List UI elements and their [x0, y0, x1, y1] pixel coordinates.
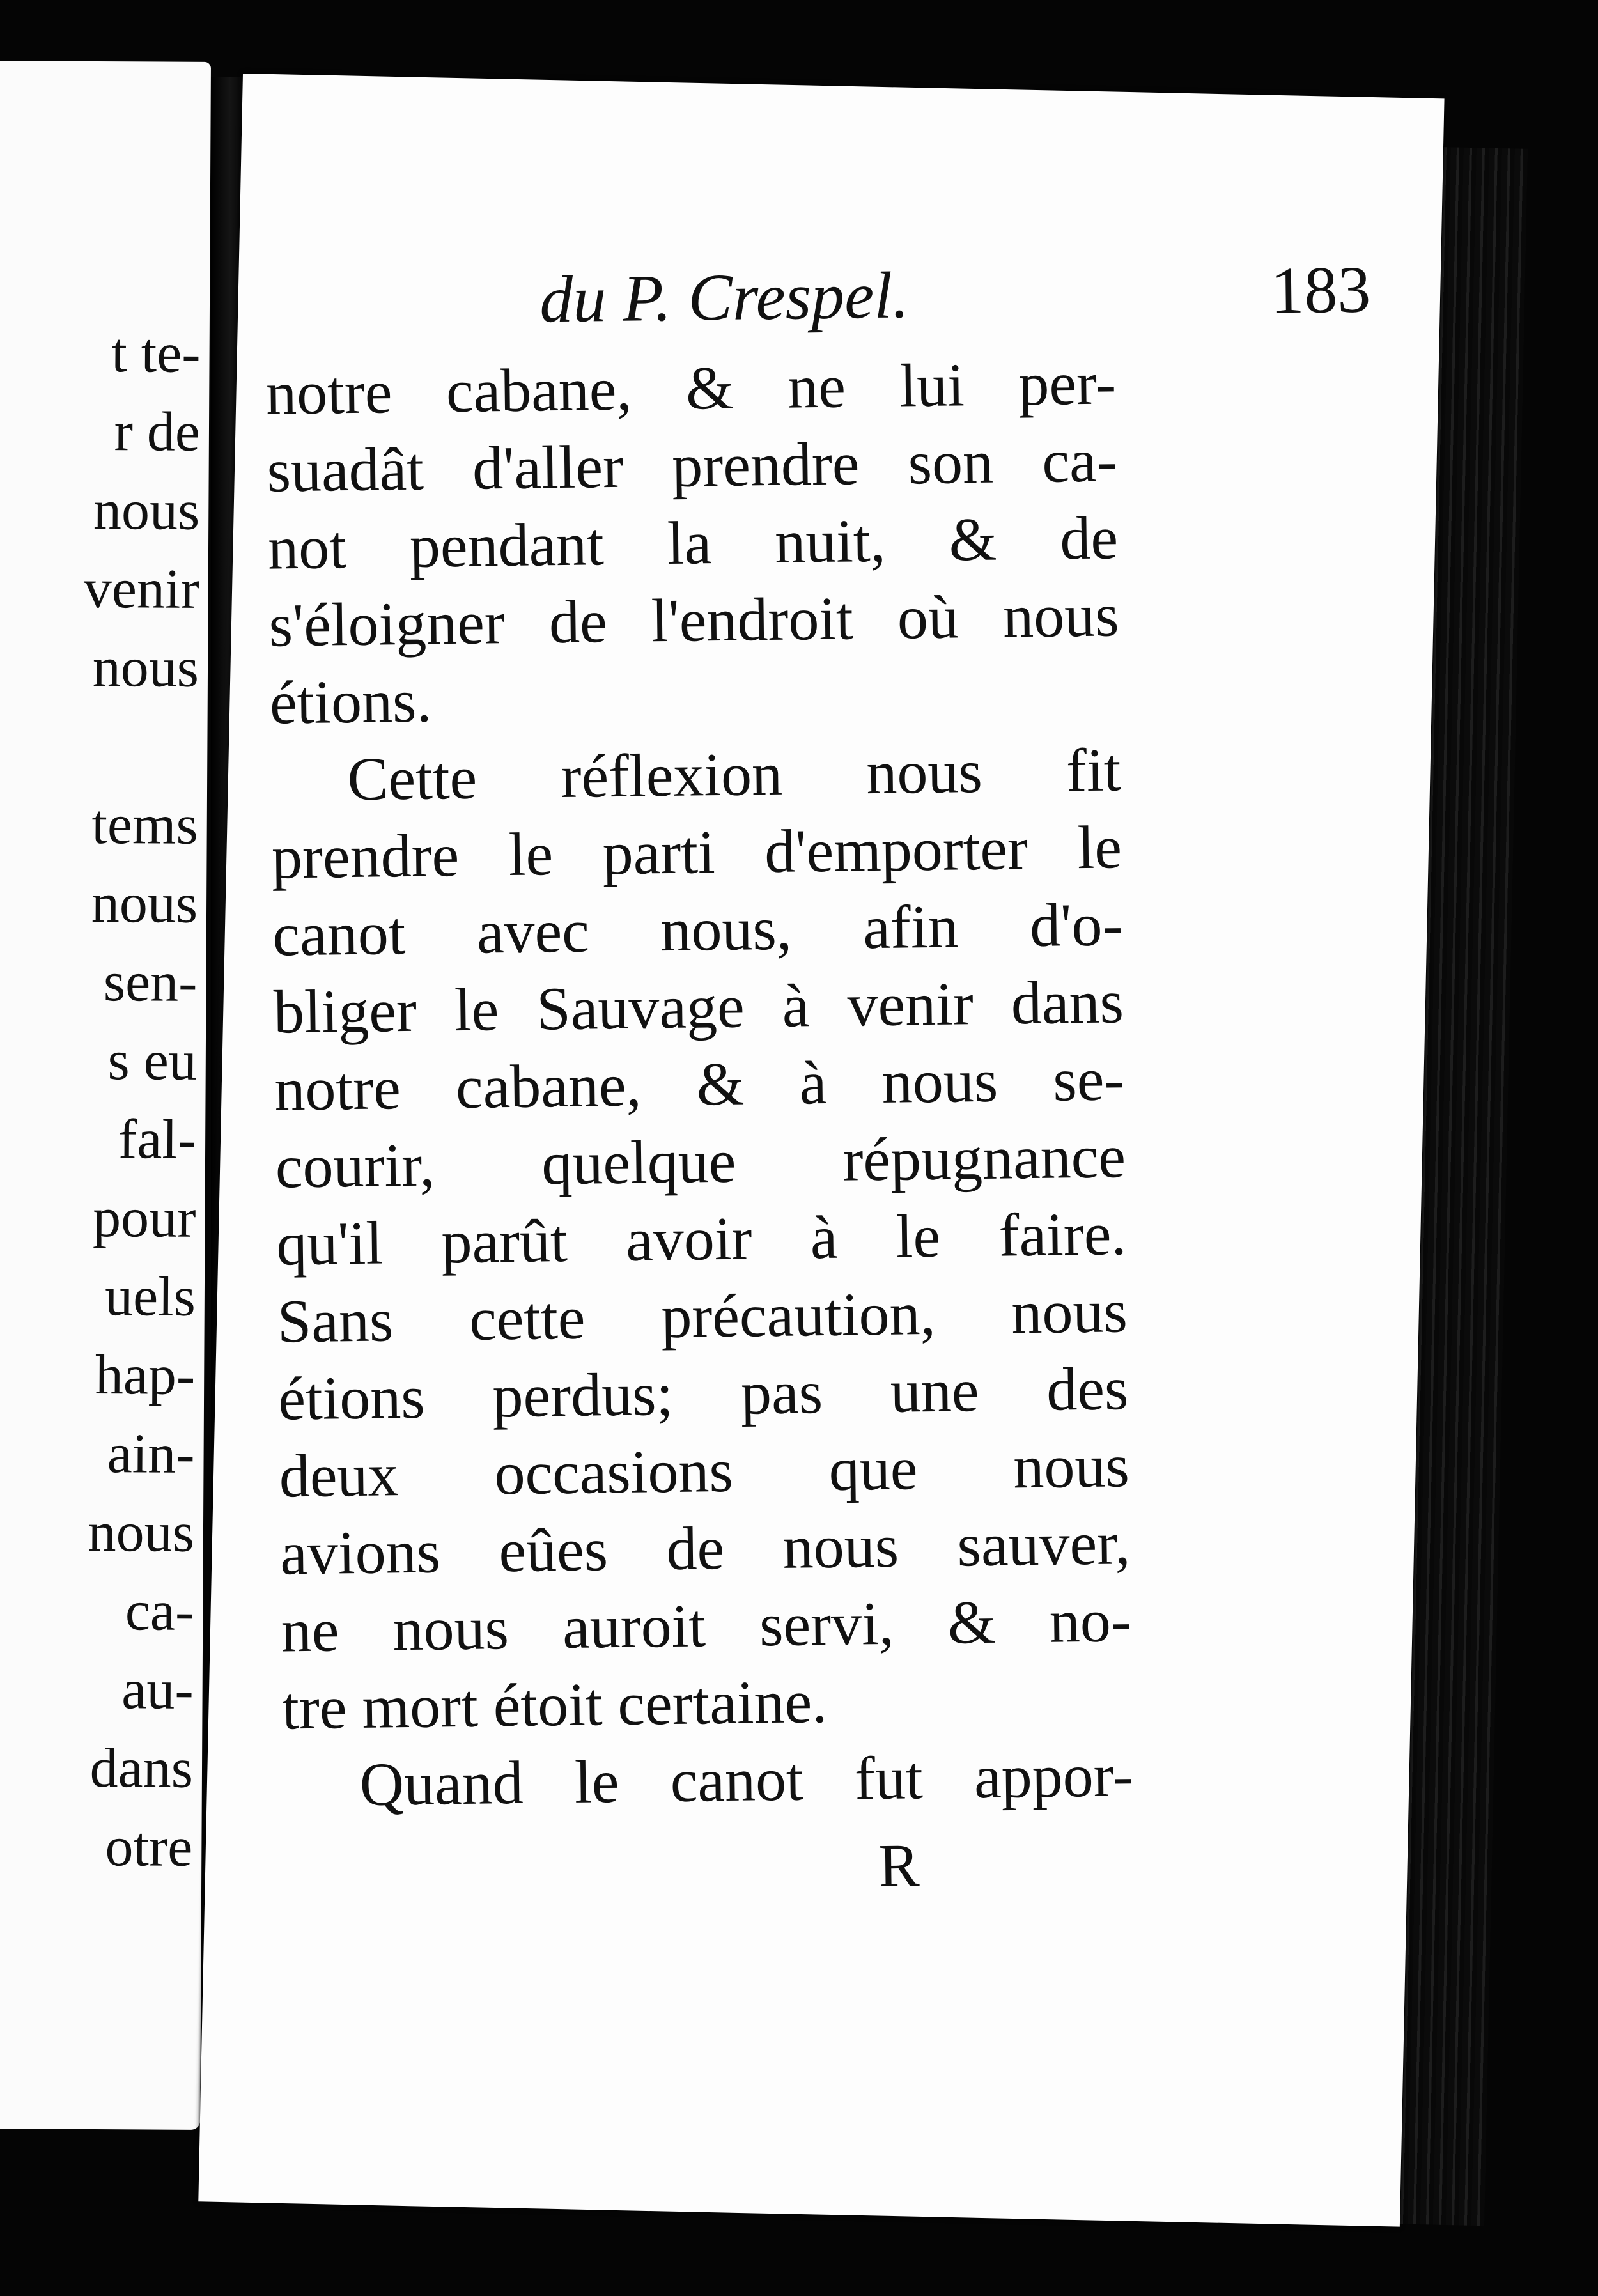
text-line: canot avec nous, afin d'o-	[272, 890, 1124, 969]
text-line: bliger le Sauvage à venir dans	[273, 967, 1124, 1046]
left-fragment-line: tems	[91, 793, 198, 857]
text-line: deux occasions que nous	[279, 1431, 1130, 1510]
text-line: s'éloigner de l'endroit où nous	[268, 580, 1120, 660]
left-fragment-line: uels	[104, 1266, 196, 1328]
left-facing-page	[0, 61, 211, 2130]
text-line: notre cabane, & ne lui per-	[265, 348, 1117, 428]
text-line: not pendant la nuit, & de	[267, 503, 1119, 582]
left-fragment-line: hap-	[95, 1344, 196, 1407]
right-page-content	[243, 59, 1471, 2202]
left-fragment-gap	[82, 707, 198, 786]
running-title: du P. Crespel.	[539, 258, 910, 337]
left-fragment-line: t te-	[111, 322, 201, 385]
right-page	[198, 74, 1444, 2227]
left-fragment-line: venir	[83, 557, 199, 621]
left-fragment-line: au-	[121, 1659, 194, 1721]
left-fragment-line: r de	[114, 401, 201, 463]
text-line: tre mort étoit certaine.	[281, 1667, 828, 1742]
left-fragment-line: nous	[92, 636, 199, 699]
left-fragment-line: nous	[91, 872, 198, 935]
left-page-text-fragments	[77, 314, 201, 1887]
page-number: 183	[1270, 252, 1371, 328]
text-line: notre cabane, & à nous se-	[274, 1044, 1125, 1124]
left-fragment-line: sen-	[103, 951, 198, 1014]
left-fragment-line: ca-	[125, 1580, 194, 1643]
paragraph-start-line: Cette réflexion nous fit	[346, 735, 1122, 814]
paragraph-start-line: Quand le canot fut appor-	[359, 1741, 1134, 1819]
text-line: étions perdus; pas une des	[277, 1354, 1129, 1433]
left-fragment-line: fal-	[118, 1108, 197, 1171]
text-line: Sans cette précaution, nous	[277, 1276, 1128, 1356]
signature-mark: R	[878, 1831, 920, 1900]
text-line: avions eûes de nous sauver,	[279, 1509, 1131, 1588]
left-fragment-line: pour	[92, 1186, 196, 1250]
left-fragment-line: s eu	[107, 1030, 198, 1092]
left-fragment-line: nous	[93, 479, 200, 542]
left-fragment-line: nous	[88, 1501, 195, 1564]
text-line: qu'il parût avoir à le faire.	[275, 1199, 1127, 1278]
text-line: ne nous auroit servi, & no-	[281, 1586, 1132, 1665]
text-line: courir, quelque répugnance	[275, 1122, 1126, 1201]
text-line: étions.	[269, 666, 432, 737]
left-fragment-line: otre	[105, 1816, 193, 1879]
text-line: prendre le parti d'emporter le	[271, 812, 1122, 892]
page-header	[539, 251, 1372, 351]
text-line: suadât d'aller prendre son ca-	[266, 426, 1118, 505]
body-text	[265, 344, 1133, 1824]
left-fragment-line: dans	[89, 1737, 194, 1800]
left-fragment-line: ain-	[107, 1423, 195, 1485]
